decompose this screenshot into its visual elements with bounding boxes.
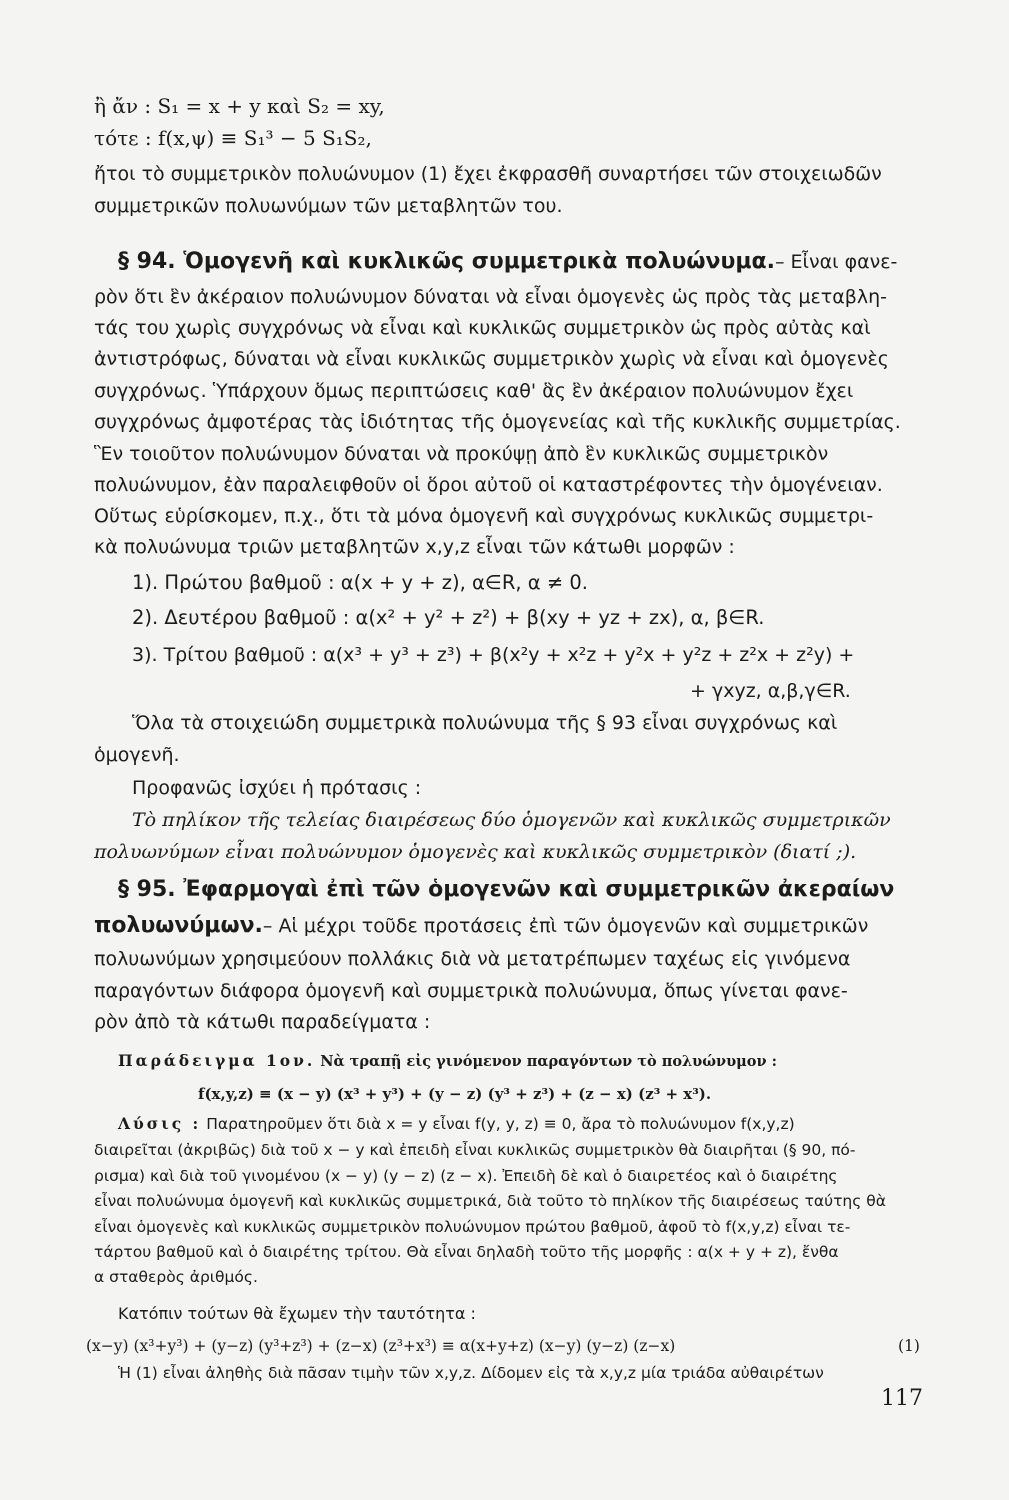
text-line: εἶναι ὁμογενὲς καὶ κυκλικῶς συμμετρικὸν πολυώνυμον πρώτου βαθμοῦ, ἀφοῦ τὸ f(x,y,z) εἶναι τε- — [94, 1218, 851, 1236]
text-fragment: Παρατηροῦμεν ὅτι διὰ x = y εἶναι f(y, y, z) ≡ 0, ἄρα τὸ πολυώνυμον f(x,y,z) — [206, 1115, 795, 1133]
text-line: συγχρόνως. Ὑπάρχουν ὅμως περιπτώσεις καθ' ἃς ἓν ἀκέραιον πολυώνυμον ἔχει — [94, 380, 854, 402]
text-line: ἢ ἄν : S₁ = x + y καὶ S₂ = xy, — [94, 94, 385, 118]
text-fragment: – Εἶναι φανε- — [775, 251, 898, 273]
list-item-continuation: + γxyz, α,β,γ∈R. — [690, 680, 851, 702]
text-line: ρὸν ἀπὸ τὰ κάτωθι παραδείγματα : — [94, 1011, 431, 1033]
text-line: παραγόντων διάφορα ὁμογενῆ καὶ συμμετρικὰ πολυώνυμα, ὅπως γίνεται φανε- — [94, 980, 848, 1002]
list-item: 3). Τρίτου βαθμοῦ : α(x³ + y³ + z³) + β(x²y + x²z + y²x + y²z + z²x + z²y) + — [132, 644, 855, 666]
italic-line: Τὸ πηλίκον τῆς τελείας διαιρέσεως δύο ὁμογενῶν καὶ κυκλικῶς συμμετρικῶν — [132, 809, 891, 831]
text-line: τάς του χωρὶς συγχρόνως νὰ εἶναι καὶ κυκλικῶς συμμετρικὸν ὡς πρὸς αὐτὰς καὶ — [94, 317, 871, 339]
example-title — [118, 1047, 777, 1076]
example-formula: f(x,y,z) ≡ (x − y) (x³ + y³) + (y − z) (y³ + z³) + (z − x) (z³ + x³). — [198, 1085, 712, 1103]
text-line: πολυώνυμον, ἐὰν παραλειφθοῦν οἱ ὅροι αὐτοῦ οἱ καταστρέφοντες τὴν ὁμογένειαν. — [94, 474, 883, 496]
text-line: Κατόπιν τούτων θὰ ἔχωμεν τὴν ταυτότητα : — [118, 1304, 476, 1323]
example-label: Παράδειγμα 1ον. — [118, 1051, 316, 1070]
page-number: 117 — [881, 1386, 923, 1411]
text-line: ἀντιστρόφως, δύναται νὰ εἶναι κυκλικῶς συμμετρικὸν χωρὶς νὰ εἶναι καὶ ὁμογενὲς — [94, 348, 889, 370]
text-line: Προφανῶς ἰσχύει ἡ πρότασις : — [132, 777, 422, 799]
section-95-heading-cont: πολυωνύμων. — [94, 913, 263, 938]
text-line: Ὅλα τὰ στοιχειώδη συμμετρικὰ πολυώνυμα τῆς § 93 εἶναι συγχρόνως καὶ — [132, 712, 838, 734]
section-94-line — [118, 248, 897, 276]
text-line: ρισμα) καὶ διὰ τοῦ γινομένου (x − y) (y − z) (z − x). Ἐπειδὴ δὲ καὶ ὁ διαιρετέος καὶ ὁ διαιρέτης — [94, 1167, 838, 1185]
text-line: ἤτοι τὸ συμμετρικὸν πολυώνυμον (1) ἔχει ἐκφρασθῆ συναρτήσει τῶν στοιχειωδῶν — [94, 163, 882, 185]
text-line: τάρτου βαθμοῦ καὶ ὁ διαιρέτης τρίτου. Θὰ εἶναι δηλαδὴ τοῦτο τῆς μορφῆς : α(x + y + z), ἔνθα — [94, 1243, 839, 1261]
text-line: πολυωνύμων χρησιμεύουν πολλάκις διὰ νὰ μετατρέπωμεν ταχέως εἰς γινόμενα — [94, 948, 851, 970]
text-line: Οὕτως εὑρίσκομεν, π.χ., ὅτι τὰ μόνα ὁμογενῆ καὶ συγχρόνως κυκλικῶς συμμετρι- — [94, 505, 874, 527]
example-text: Νὰ τραπῇ εἰς γινόμενον παραγόντων τὸ πολυώνυμον : — [320, 1053, 777, 1070]
equation-number: (1) — [898, 1337, 920, 1355]
section-95-line — [94, 912, 868, 940]
text-line: ρὸν ὅτι ἓν ἀκέραιον πολυώνυμον δύναται νὰ εἶναι ὁμογενὲς ὡς πρὸς τὰς μεταβλη- — [94, 286, 888, 308]
italic-line: πολυωνύμων εἶναι πολυώνυμον ὁμογενὲς καὶ κυκλικῶς συμμετρικὸν (διατί ;). — [94, 841, 857, 863]
text-line: α σταθερὸς ἀριθμός. — [94, 1268, 258, 1286]
text-line: ὁμογενῆ. — [94, 744, 180, 766]
section-95-heading: § 95. Ἐφαρμογαὶ ἐπὶ τῶν ὁμογενῶν καὶ συμμετρικῶν ἀκεραίων — [118, 877, 895, 902]
text-line: συμμετρικῶν πολυωνύμων τῶν μεταβλητῶν του. — [94, 195, 563, 217]
solution-line — [118, 1112, 795, 1136]
solution-label: Λύσις : — [118, 1114, 202, 1133]
text-line: συγχρόνως ἀμφοτέρας τὰς ἰδιότητας τῆς ὁμογενείας καὶ τῆς κυκλικῆς συμμετρίας. — [94, 411, 901, 433]
text-line: Ἓν τοιοῦτον πολυώνυμον δύναται νὰ προκύψῃ ἀπὸ ἓν κυκλικῶς συμμετρικὸν — [94, 443, 829, 465]
section-94-heading: § 94. Ὁμογενῆ καὶ κυκλικῶς συμμετρικὰ πολυώνυμα. — [118, 249, 775, 274]
text-line: τότε : f(x,ψ) ≡ S₁³ − 5 S₁S₂, — [94, 126, 372, 150]
text-line: κὰ πολυώνυμα τριῶν μεταβλητῶν x,y,z εἶναι τῶν κάτωθι μορφῶν : — [94, 536, 735, 558]
text-line: εἶναι πολυώνυμα ὁμογενῆ καὶ κυκλικῶς συμμετρικά, διὰ τοῦτο τὸ πηλίκον τῆς διαιρέσεως ταύτης θὰ — [94, 1192, 886, 1210]
text-line: διαιρεῖται (ἀκριβῶς) διὰ τοῦ x − y καὶ ἐπειδὴ εἶναι κυκλικῶς συμμετρικὸν θὰ διαιρῆται (§ 90, πό- — [94, 1141, 856, 1159]
text-line: Ἡ (1) εἶναι ἀληθὴς διὰ πᾶσαν τιμὴν τῶν x,y,z. Δίδομεν εἰς τὰ x,y,z μία τριάδα αὐθαιρέτων — [118, 1364, 824, 1382]
identity-formula: (x−y) (x³+y³) + (y−z) (y³+z³) + (z−x) (z³+x³) ≡ α(x+y+z) (x−y) (y−z) (z−x) — [86, 1337, 676, 1355]
list-item: 2). Δευτέρου βαθμοῦ : α(x² + y² + z²) + β(xy + yz + zx), α, β∈R. — [132, 606, 765, 629]
list-item: 1). Πρώτου βαθμοῦ : α(x + y + z), α∈R, α ≠ 0. — [132, 571, 588, 594]
text-fragment: – Αἱ μέχρι τοῦδε προτάσεις ἐπὶ τῶν ὁμογενῶν καὶ συμμετρικῶν — [262, 915, 869, 937]
